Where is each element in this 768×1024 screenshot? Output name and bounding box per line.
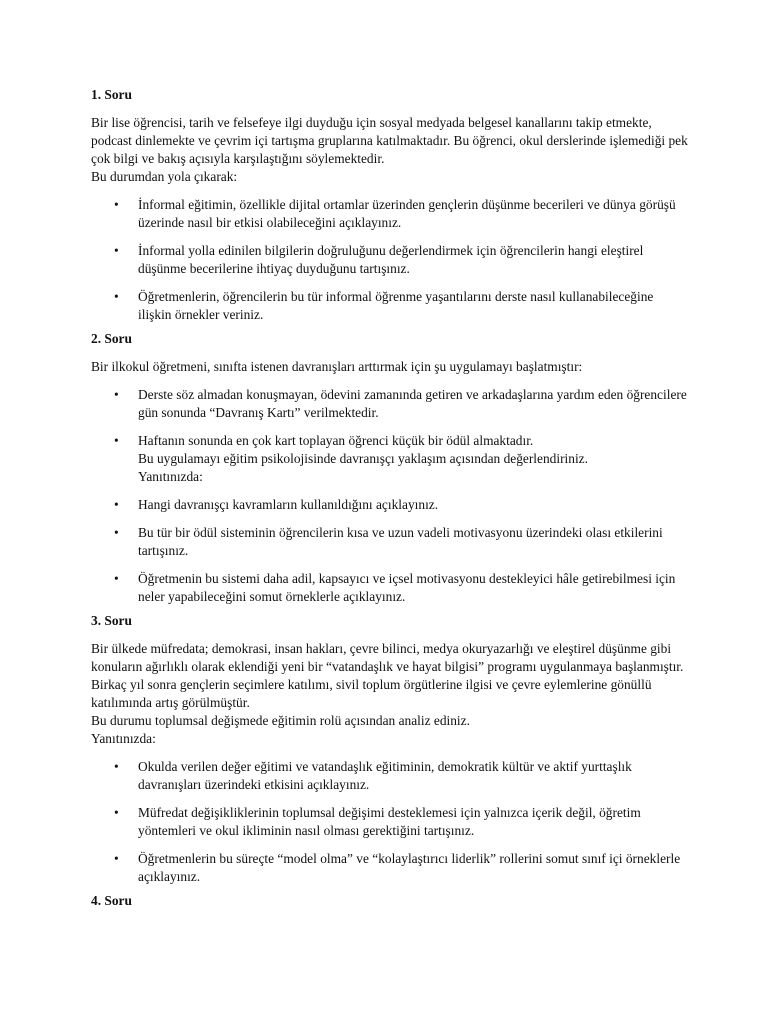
question-intro: Bir lise öğrencisi, tarih ve felsefeye ilgi duyduğu için sosyal medyada belgesel kanallarını takip etmekte, podcast dinlemekte ve çevrim içi tartışma gruplarına katılmaktadır. Bu öğrenci, okul derslerinde işlemediği pek çok bilgi ve bakış açısıyla karşılaştığını söylemektedir. [91, 115, 688, 166]
question-intro: Bir ülkede müfredata; demokrasi, insan hakları, çevre bilinci, medya okuryazarlığı ve eleştirel düşünme gibi konuların ağırlıklı olarak eklendiği yeni bir “vatandaşlık ve hayat bilgisi” programı uygulanmaya başlanmıştır. Birkaç yıl sonra gençlerin seçimlere katılımı, sivil toplum örgütlerine ilgisi ve çevre eylemlerine gönüllü katılımında artış görülmüştür. [91, 641, 684, 710]
question-title: 1. Soru [91, 87, 132, 102]
question-bullet-list [91, 196, 688, 324]
list-item [138, 432, 688, 486]
list-item: • Müfredat değişikliklerinin toplumsal değişimi desteklemesi için yalnızca içerik değil, öğretim yöntemleri ve okul ikliminin nasıl olması gerektiğini tartışınız. [138, 804, 688, 840]
question-3 [91, 612, 688, 886]
question-title: 4. Soru [91, 893, 132, 908]
list-item: • Öğretmenlerin, öğrencilerin bu tür informal öğrenme yaşantılarını derste nasıl kullanabileceğine ilişkin örnekler veriniz. [138, 288, 688, 324]
question-title: 3. Soru [91, 613, 132, 628]
question-2 [91, 330, 688, 606]
list-item: • Okulda verilen değer eğitimi ve vatandaşlık eğitiminin, demokratik kültür ve aktif yurttaşlık davranışları üzerindeki etkisini açıklayınız. [138, 758, 688, 794]
question-lead: Bu durumu toplumsal değişmede eğitimin rolü açısından analiz ediniz. [91, 713, 470, 728]
question-bullet-list [91, 386, 688, 606]
list-item: • Derste söz almadan konuşmayan, ödevini zamanında getiren ve arkadaşlarına yardım eden öğrencilere gün sonunda “Davranış Kartı” verilmektedir. [138, 386, 688, 422]
list-item-lead: Yanıtınızda: [138, 469, 203, 484]
list-item: • İnformal yolla edinilen bilgilerin doğruluğunu değerlendirmek için öğrencilerin hangi eleştirel düşünme becerilerine ihtiyaç duyduğunu tartışınız. [138, 242, 688, 278]
list-item: • İnformal eğitimin, özellikle dijital ortamlar üzerinden gençlerin düşünme becerileri ve dünya görüşü üzerinde nasıl bir etkisi olabileceğini açıklayınız. [138, 196, 688, 232]
question-4 [91, 892, 688, 910]
list-item: • Öğretmenlerin bu süreçte “model olma” ve “kolaylaştırıcı liderlik” rollerini somut sınıf içi örneklerle açıklayınız. [138, 850, 688, 886]
list-item: • Hangi davranışçı kavramların kullanıldığını açıklayınız. [138, 496, 688, 514]
list-item: • Bu tür bir ödül sisteminin öğrencilerin kısa ve uzun vadeli motivasyonu üzerindeki olası etkilerini tartışınız. [138, 524, 688, 560]
list-item-continuation: Bu uygulamayı eğitim psikolojisinde davranışçı yaklaşım açısından değerlendiriniz. [138, 451, 588, 466]
question-bullet-list [91, 758, 688, 886]
list-item: • Öğretmenin bu sistemi daha adil, kapsayıcı ve içsel motivasyonu destekleyici hâle getirebilmesi için neler yapabileceğini somut örneklerle açıklayınız. [138, 570, 688, 606]
question-1 [91, 86, 688, 324]
list-item-text: Haftanın sonunda en çok kart toplayan öğrenci küçük bir ödül almaktadır. [138, 433, 534, 448]
question-text [91, 114, 688, 186]
question-title: 2. Soru [91, 331, 132, 346]
question-lead: Bu durumdan yola çıkarak: [91, 169, 238, 184]
question-intro: Bir ilkokul öğretmeni, sınıfta istenen davranışları arttırmak için şu uygulamayı başlatmıştır: [91, 359, 583, 374]
question-text [91, 640, 688, 748]
question-lead-2: Yanıtınızda: [91, 731, 156, 746]
